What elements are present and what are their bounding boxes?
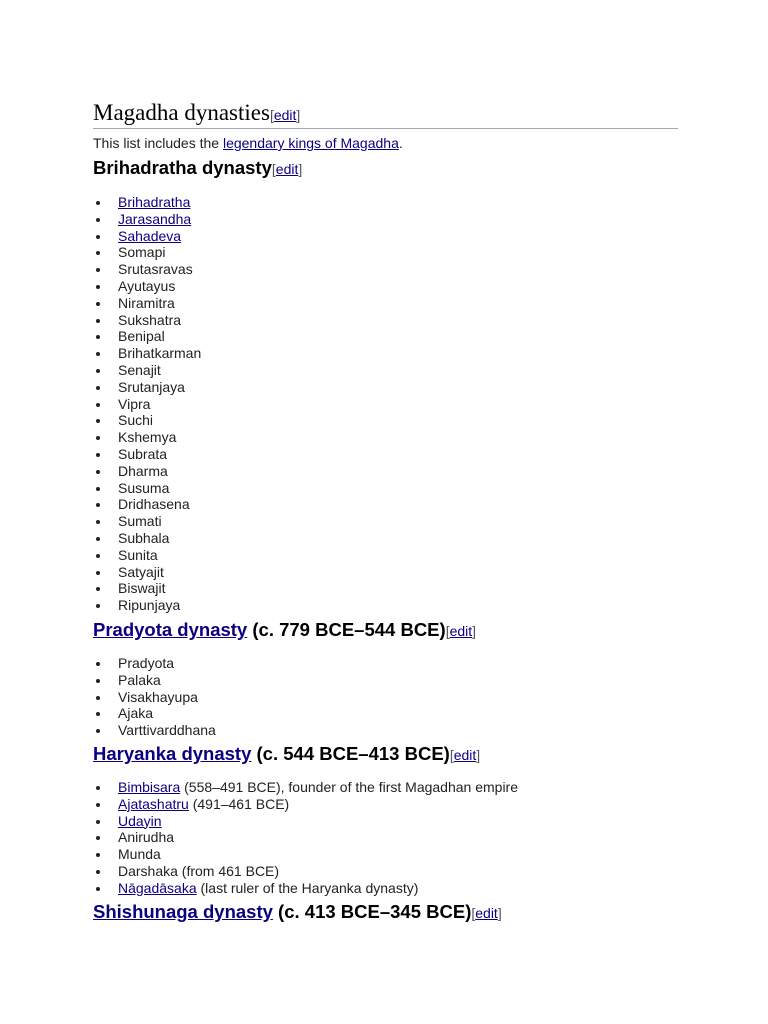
intro-link[interactable]: legendary kings of Magadha <box>222 135 399 151</box>
section-heading-shishunaga: Shishunaga dynasty (c. 413 BCE–345 BCE)[edit] <box>93 901 502 922</box>
list-item <box>93 880 518 897</box>
section-heading-haryanka: Haryanka dynasty (c. 544 BCE–413 BCE)[edit] <box>93 743 481 764</box>
list-item <box>93 194 201 211</box>
list-item <box>93 312 201 329</box>
king-text: Ayutayus <box>118 277 176 294</box>
king-text: Senajit <box>118 361 161 378</box>
section-title-link[interactable]: Haryanka dynasty <box>93 743 252 764</box>
king-text: Subrata <box>118 445 168 462</box>
list-item <box>93 547 201 564</box>
king-text: Brihatkarman <box>118 345 202 362</box>
king-text: Dharma <box>118 462 168 479</box>
intro-suffix: . <box>398 135 403 151</box>
edit-link[interactable]: edit <box>273 107 297 123</box>
intro-prefix: This list includes the <box>93 135 223 151</box>
list-item <box>93 429 201 446</box>
king-text: Sunita <box>118 546 158 563</box>
list-item <box>93 496 201 513</box>
king-link[interactable]: Bimbisara <box>118 779 181 795</box>
section-dates: (c. 779 BCE–544 BCE) <box>247 619 446 640</box>
list-item <box>93 813 518 830</box>
king-text: Subhala <box>118 529 170 546</box>
edit-link[interactable]: edit <box>449 623 473 639</box>
section-title-link[interactable]: Pradyota dynasty <box>93 619 248 640</box>
list-item <box>93 345 201 362</box>
list-item <box>93 564 201 581</box>
king-text: Sumati <box>118 513 162 530</box>
king-link[interactable]: Sahadeva <box>118 227 182 244</box>
king-text: Ripunjaya <box>118 597 181 614</box>
list-item <box>93 597 201 614</box>
list-item <box>93 829 518 846</box>
king-link[interactable]: Brihadratha <box>118 194 191 210</box>
list-item <box>93 362 201 379</box>
section-title: Brihadratha dynasty <box>93 157 272 178</box>
king-list-brihadratha <box>93 194 201 614</box>
king-link[interactable]: Ajatashatru <box>118 795 189 812</box>
list-item <box>93 672 216 689</box>
list-item <box>93 379 201 396</box>
section-dates: (c. 413 BCE–345 BCE) <box>272 901 472 922</box>
king-text: Srutasravas <box>118 261 193 278</box>
edit-link[interactable]: edit <box>275 161 299 177</box>
list-item <box>93 396 201 413</box>
list-item <box>93 463 201 480</box>
king-text: (491–461 BCE) <box>188 795 290 812</box>
list-item <box>93 412 201 429</box>
king-link[interactable]: Jarasandha <box>118 210 192 227</box>
king-text: Vipra <box>118 395 151 412</box>
king-text: Satyajit <box>118 563 164 580</box>
king-text: Somapi <box>118 244 166 261</box>
king-text: Benipal <box>118 328 165 345</box>
edit-link[interactable]: edit <box>475 905 498 921</box>
list-item <box>93 689 216 706</box>
king-text: Anirudha <box>118 829 175 846</box>
king-text: Visakhayupa <box>118 688 198 705</box>
list-item <box>93 295 201 312</box>
list-item <box>93 779 518 796</box>
king-text: Kshemya <box>118 429 177 446</box>
section-title-link[interactable]: Shishunaga dynasty <box>93 901 273 922</box>
king-text: (last ruler of the Haryanka dynasty) <box>196 879 419 896</box>
list-item <box>93 722 216 739</box>
king-text: Niramitra <box>118 294 175 311</box>
list-item <box>93 228 201 245</box>
king-text: Munda <box>118 846 161 863</box>
page-title <box>93 98 678 129</box>
list-item <box>93 655 216 672</box>
king-link[interactable]: Nāgadāsaka <box>118 879 197 896</box>
list-item <box>93 580 201 597</box>
list-item <box>93 846 518 863</box>
king-text: Darshaka (from 461 BCE) <box>118 862 280 879</box>
king-text: Varttivarddhana <box>118 722 216 739</box>
list-item <box>93 328 201 345</box>
list-item <box>93 446 201 463</box>
king-text: (558–491 BCE), founder of the first Magadhan empire <box>180 779 518 795</box>
list-item <box>93 705 216 722</box>
king-text: Pradyota <box>118 655 175 671</box>
list-item <box>93 278 201 295</box>
section-heading-brihadratha: Brihadratha dynasty[edit] <box>93 157 303 178</box>
king-text: Sukshatra <box>118 311 182 328</box>
king-text: Suchi <box>118 412 154 429</box>
king-list-pradyota <box>93 655 216 739</box>
king-text: Ajaka <box>118 705 154 722</box>
list-item <box>93 513 201 530</box>
list-item <box>93 796 518 813</box>
list-item <box>93 480 201 497</box>
king-text: Susuma <box>118 479 170 496</box>
page-title-edit: [edit] <box>269 107 301 123</box>
list-item <box>93 244 201 261</box>
list-item <box>93 863 518 880</box>
king-text: Palaka <box>118 671 161 688</box>
king-list-haryanka <box>93 779 518 897</box>
section-heading-pradyota: Pradyota dynasty (c. 779 BCE–544 BCE)[edit] <box>93 619 477 640</box>
list-item <box>93 530 201 547</box>
king-text: Dridhasena <box>118 496 190 513</box>
list-item <box>93 211 201 228</box>
king-link[interactable]: Udayin <box>118 812 162 829</box>
list-item <box>93 261 201 278</box>
intro-text <box>93 134 403 152</box>
page-title-text: Magadha dynasties <box>93 100 270 125</box>
edit-link[interactable]: edit <box>453 747 477 763</box>
king-text: Srutanjaya <box>118 378 185 395</box>
king-text: Biswajit <box>118 580 166 597</box>
section-dates: (c. 544 BCE–413 BCE) <box>251 743 450 764</box>
